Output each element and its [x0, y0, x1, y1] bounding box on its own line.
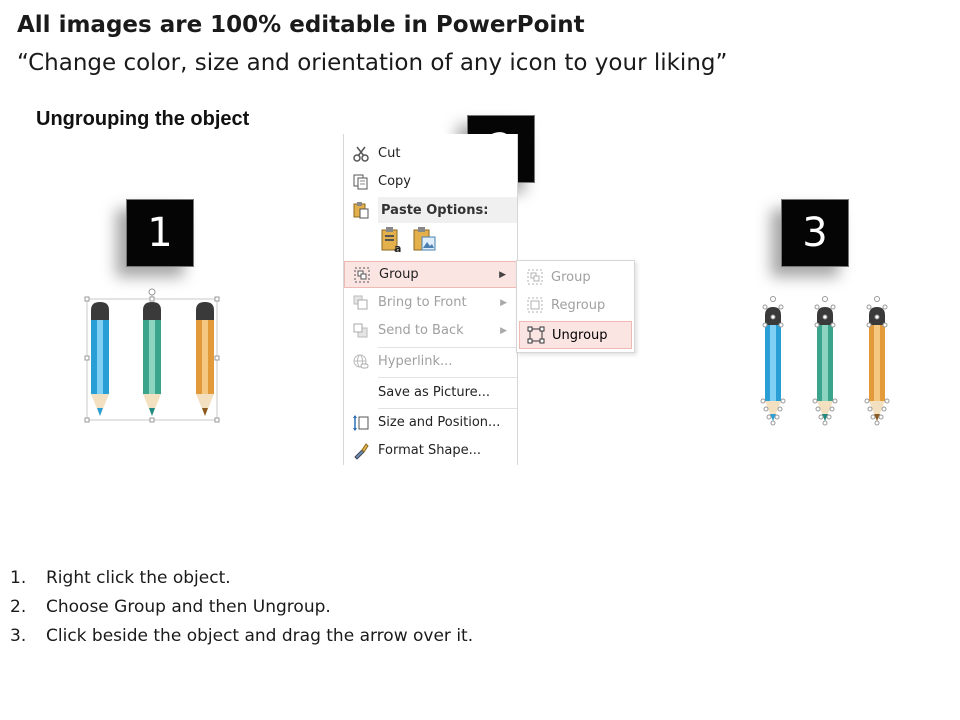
paste-picture-icon[interactable]	[412, 226, 438, 258]
menu-item-bring-to-front[interactable]	[344, 289, 517, 316]
paste-keep-text-icon[interactable]	[380, 226, 404, 258]
orange-pencil-ungrouped	[869, 307, 885, 421]
menu-item-label: Size and Position...	[378, 415, 501, 430]
ungrouped-pencils[interactable]	[756, 295, 896, 427]
instruction-number: 2.	[10, 597, 27, 617]
globe-link-icon	[344, 353, 378, 371]
clipboard-icon	[344, 197, 378, 223]
menu-item-save-as-picture[interactable]	[344, 379, 517, 406]
instruction-step-2	[10, 597, 473, 626]
submenu-item-regroup[interactable]	[519, 291, 632, 319]
copy-icon	[344, 173, 378, 191]
teal-pencil-ungrouped	[817, 307, 833, 421]
menu-item-label: Send to Back	[378, 323, 464, 338]
instruction-text: Right click the object.	[46, 568, 231, 588]
regroup-icon	[519, 296, 551, 314]
menu-item-format-shape[interactable]	[344, 437, 517, 464]
menu-item-label: Format Shape...	[378, 443, 482, 458]
scissors-icon	[344, 145, 378, 163]
menu-item-label: Cut	[378, 146, 401, 161]
paint-brush-icon	[344, 442, 378, 460]
send-to-back-icon	[344, 322, 378, 340]
submenu-arrow-icon: ▶	[500, 325, 507, 336]
step-badge-1: 1	[126, 199, 194, 267]
grouped-pencils[interactable]	[82, 288, 222, 424]
page-title: All images are 100% editable in PowerPoint	[17, 12, 585, 38]
submenu-item-ungroup[interactable]	[519, 321, 632, 349]
menu-item-cut[interactable]	[344, 140, 517, 167]
menu-item-size-and-position[interactable]	[344, 409, 517, 436]
menu-item-send-to-back[interactable]	[344, 317, 517, 344]
paste-options-buttons	[378, 224, 438, 260]
menu-item-label: Save as Picture...	[378, 385, 491, 400]
menu-item-copy[interactable]	[344, 168, 517, 195]
group-icon	[345, 266, 379, 284]
submenu-arrow-icon: ▶	[499, 269, 506, 280]
instruction-step-3	[10, 626, 473, 655]
group-submenu	[516, 260, 635, 353]
instruction-text: Click beside the object and drag the arrow over it.	[46, 626, 474, 646]
section-heading: Ungrouping the object	[36, 108, 250, 130]
teal-pencil	[143, 302, 161, 416]
submenu-item-label: Ungroup	[552, 327, 608, 343]
ungroup-icon	[520, 326, 552, 344]
menu-item-label: Group	[379, 267, 419, 282]
instruction-step-1	[10, 568, 473, 597]
menu-item-hyperlink[interactable]	[344, 348, 517, 375]
svg-text:a: a	[394, 242, 402, 254]
orange-pencil	[196, 302, 214, 416]
group-icon	[519, 268, 551, 286]
instruction-number: 3.	[10, 626, 27, 646]
context-menu	[343, 134, 518, 465]
submenu-arrow-icon: ▶	[500, 297, 507, 308]
menu-item-label: Copy	[378, 174, 411, 189]
paste-options-header: Paste Options:	[378, 197, 517, 223]
step-badge-3: 3	[781, 199, 849, 267]
menu-item-group[interactable]	[344, 261, 517, 288]
submenu-item-label: Regroup	[551, 297, 606, 313]
instruction-text: Choose Group and then Ungroup.	[46, 597, 331, 617]
instructions-list	[10, 568, 473, 655]
page-subtitle: “Change color, size and orientation of any icon to your liking”	[17, 50, 728, 76]
submenu-item-label: Group	[551, 269, 591, 285]
instruction-number: 1.	[10, 568, 27, 588]
menu-item-label: Bring to Front	[378, 295, 467, 310]
menu-item-label: Hyperlink...	[378, 354, 453, 369]
blue-pencil	[91, 302, 109, 416]
menu-divider	[378, 377, 517, 378]
bring-to-front-icon	[344, 294, 378, 312]
blue-pencil-ungrouped	[765, 307, 781, 421]
submenu-item-group[interactable]	[519, 263, 632, 291]
size-position-icon	[344, 414, 378, 432]
